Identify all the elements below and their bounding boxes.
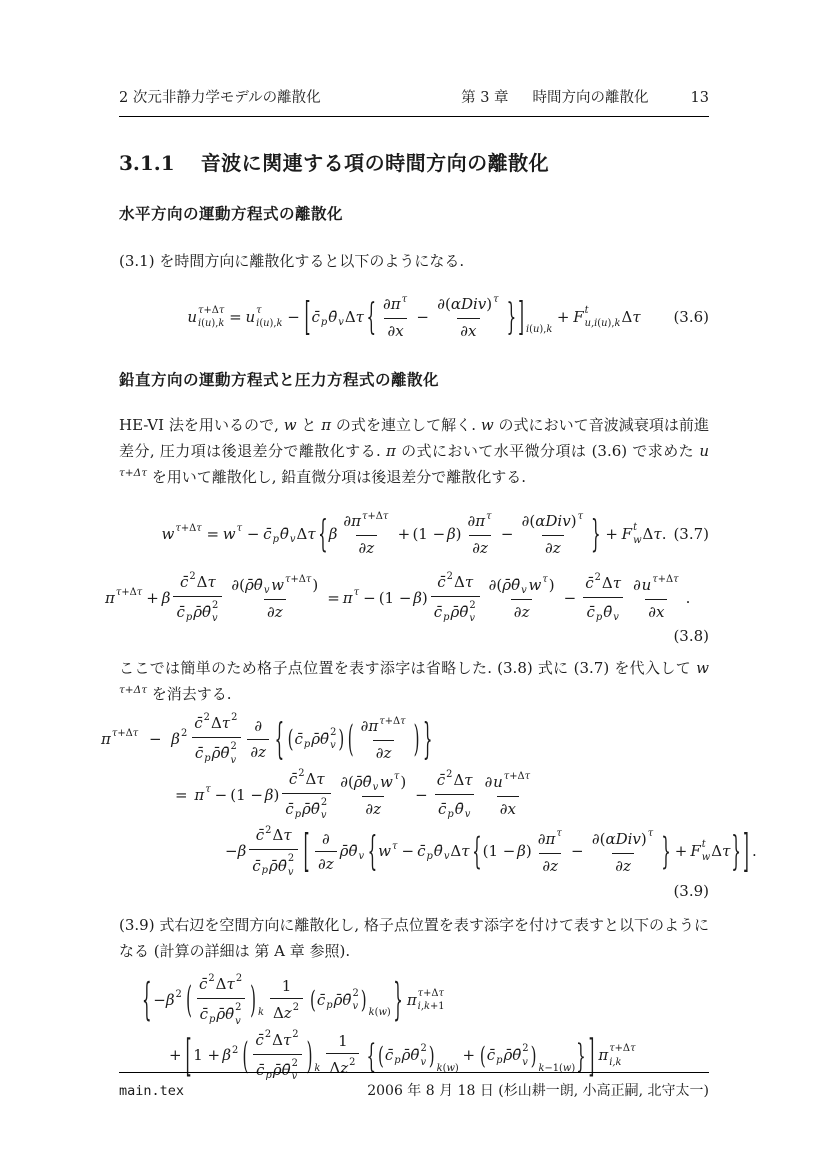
subsection-heading-horizontal: 水平方向の運動方程式の離散化	[119, 206, 344, 223]
equation-unnumbered-line-1: { − β 2 ( c̄ 2 Δ τ 2 c̄ p ρ̄ θ̄ 2 v ) k 1 Δ z 2 ( c̄ p ρ̄ θ̄ 2 v ) k ( w ) } π τ +Δ τ i,k +1	[142, 973, 445, 1027]
equation-number-3-8: (3.8)	[673, 627, 709, 646]
equation-3-6	[119, 286, 709, 348]
section-title: 音波に関連する項の時間方向の離散化	[200, 153, 550, 175]
equation-3-9	[101, 711, 757, 901]
subsection-heading-vertical: 鉛直方向の運動方程式と圧力方程式の離散化	[119, 372, 440, 389]
footer-date-authors: 2006 年 8 月 18 日 (杉山耕一朗, 小高正嗣, 北守太一)	[367, 1083, 709, 1099]
equation-3-9-line-1: π τ +Δ τ − β 2 c̄ 2 Δ τ 2 c̄ p ρ̄ θ̄ 2 v ∂ ∂ z { ( c̄ p ρ̄ θ̄ 2 v ) ( ∂ π τ +Δ τ ∂ z ) }	[101, 712, 433, 766]
equation-3-9-line-2: = π τ − (1 − β ) c̄ 2 Δ τ c̄ p ρ̄ θ̄ 2 v ∂( ρ̄ θ̄ v w τ ) ∂ z − c̄ 2 Δ τ c̄ p θ̄ v ∂ u τ +Δ τ ∂ x	[175, 767, 531, 822]
footer-filename: main.tex	[119, 1083, 185, 1099]
equation-unnumbered-line-2: + [ 1 + β 2 ( c̄ 2 Δ τ 2 c̄ p ρ̄ θ̄ 2 v ) k 1 Δ z 2 { ( c̄ p ρ̄ θ̄ 2 v ) k ( w ) + ( c̄ p ρ̄ θ̄ 2 v ) k −1( w ) } ] π τ +Δ τ i,k	[169, 1028, 636, 1082]
equation-number-3-9: (3.9)	[673, 882, 709, 901]
equation-3-8-math: π τ +Δ τ + β c̄ 2 Δ τ c̄ p ρ̄ θ̄ 2 v ∂( ρ̄ θ̄ v w τ +Δ τ ) ∂ z = π τ − (1 − β ) c̄ 2 Δ τ c̄ p ρ̄ θ̄ 2 v ∂( ρ̄ θ̄ v w τ ) ∂ z − c̄ 2 Δ τ c̄ p θ̄ v ∂ u τ +Δ τ ∂ x .	[105, 571, 691, 625]
equation-3-9-line-3: − β c̄ 2 Δ τ c̄ p ρ̄ θ̄ 2 v [ ∂ ∂ z ρ̄ θ̄ v { w τ − c̄ p θ̄ v Δ τ { (1 − β ) ∂ π τ ∂ z − ∂( αDiv ) τ ∂ z } + F t w Δ τ } ] .	[225, 824, 757, 879]
equation-3-8	[105, 570, 709, 645]
header-chapter-number: 第 3 章	[461, 90, 509, 106]
header-chapter-title: 時間方向の離散化	[532, 90, 649, 106]
paragraph-intro-horizontal: (3.1) を時間方向に離散化すると以下のようになる.	[119, 252, 465, 270]
paragraph-spatial-discretization: (3.9) 式右辺を空間方向に離散化し, 格子点位置を表す添字を付けて表すと以下のようになる (計算の詳細は 第 A 章 参照).	[119, 916, 709, 961]
equation-3-7	[119, 506, 709, 562]
page-header	[119, 86, 709, 117]
section-heading	[119, 147, 709, 176]
equation-number-3-6: (3.6)	[673, 308, 709, 326]
equation-3-7-math: w τ +Δ τ = w τ − c̄ p θ̄ v Δ τ { β ∂ π τ +Δ τ ∂ z + (1 − β ) ∂ π τ ∂ z − ∂( αDiv ) τ ∂ z } + F t w Δ τ .	[161, 510, 667, 558]
header-page-number: 13	[690, 90, 709, 106]
paragraph-hevi-method: HE-VI 法を用いるので, w と π の式を連立して解く. w の式において音波減衰項は前進差分, 圧力項は後退差分で離散化する. π の式において水平微分項は (3.6) で求めた uτ+Δτ を用いて離散化し, 鉛直微分項は後退差分で離散化する.	[119, 416, 709, 486]
paragraph-substitution: ここでは簡単のため格子点位置を表す添字は省略した. (3.8) 式に (3.7) を代入して wτ+Δτ を消去する.	[119, 659, 709, 704]
equation-unnumbered	[119, 972, 723, 1083]
equation-3-6-math: u τ +Δ τ i ( u ), k = u τ i ( u ), k − [ c̄ p θ̄ v Δ τ { ∂ π τ ∂ x − ∂( αDiv ) τ ∂ x } ] i ( u ), k + F t u,i ( u ), k Δ τ	[187, 293, 641, 341]
header-running-title: 2 次元非静力学モデルの離散化	[119, 90, 321, 106]
section-number: 3.1.1	[119, 151, 175, 175]
page-footer	[119, 1072, 709, 1100]
header-right-group	[461, 86, 709, 107]
page-content	[101, 86, 757, 1083]
equation-number-3-7: (3.7)	[673, 525, 709, 543]
